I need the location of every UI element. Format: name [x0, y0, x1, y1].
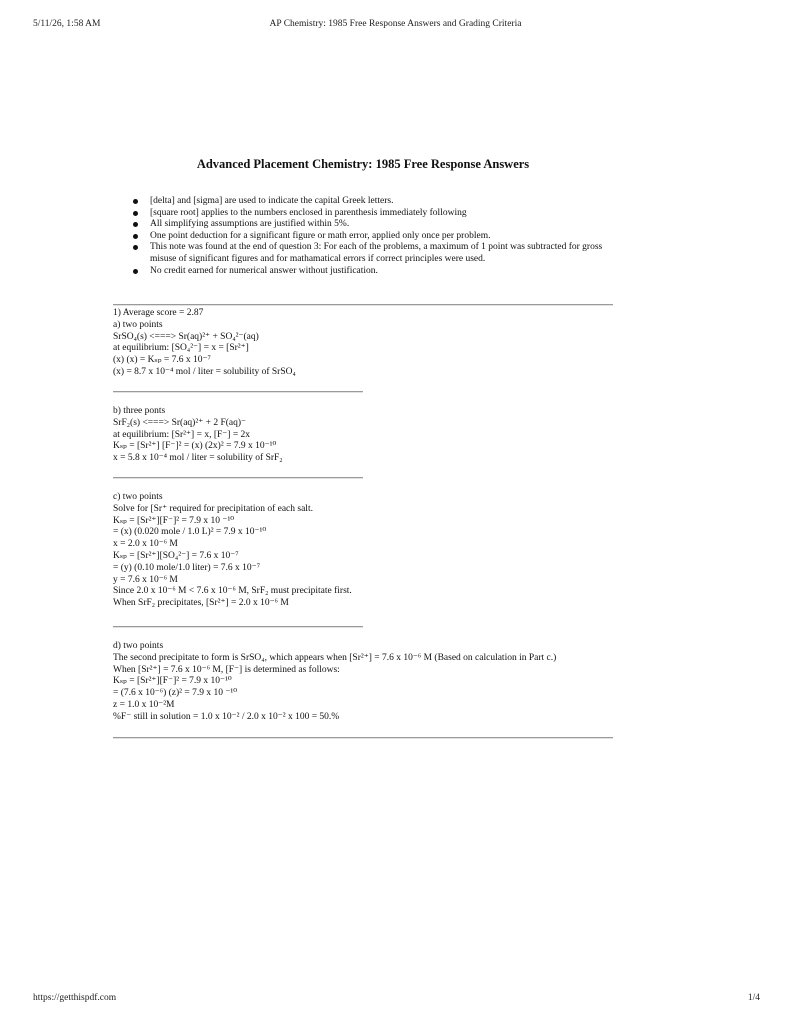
note-text: [delta] and [sigma] are used to indicate the capital Greek letters. [150, 196, 394, 206]
note-text: This note was found at the end of question 3: For each of the problems, a maximum of 1 point was subtracted for gross misuse of significant figures and for mathamatical errors if correct principles were used. [150, 242, 603, 264]
answer-line: x = 5.8 x 10⁻⁴ mol / liter = solubility of SrF₂ [113, 453, 283, 464]
list-item [150, 266, 610, 278]
answer-line: at equilibrium: [SO₄²⁻] = x = [Sr²⁺] [113, 343, 249, 354]
answer-line: (x) (x) = Kₛₚ = 7.6 x 10⁻⁷ [113, 355, 211, 366]
answer-line: at equilibrium: [Sr²⁺] = x, [F⁻] = 2x [113, 429, 251, 440]
part-heading: c) two points [113, 492, 163, 502]
note-text: No credit earned for numerical answer without justification. [150, 265, 378, 276]
answer-part-b [113, 406, 673, 465]
answer-line: %F⁻ still in solution = 1.0 x 10⁻² / 2.0 x 10⁻² x 100 = 50.% [113, 711, 340, 722]
part-heading: b) three ponts [113, 406, 166, 416]
part-heading: a) two points [113, 319, 163, 330]
answer-line: Since 2.0 x 10⁻⁶ M < 7.6 x 10⁻⁶ M, SrF₂ must precipitate first. [113, 586, 352, 597]
divider [113, 391, 363, 393]
answer-line: The second precipitate to form is SrSO₄, which appears when [Sr²⁺] = 7.6 x 10⁻⁶ M (Based on calculation in Part c.) [113, 652, 557, 663]
note-text: [square root] applies to the numbers enclosed in parenthesis immediately following [150, 207, 467, 218]
answer-line: = (7.6 x 10⁻⁶) (z)² = 7.9 x 10 ⁻¹⁰ [113, 688, 238, 699]
answer-part-d [113, 641, 673, 724]
answer-line: = (y) (0.10 mole/1.0 liter) = 7.6 x 10⁻⁷ [113, 562, 261, 573]
page-number: 1/4 [747, 993, 760, 1003]
answer-line: When [Sr²⁺] = 7.6 x 10⁻⁶ M, [F⁻] is determined as follows: [113, 664, 340, 675]
answer-line: x = 2.0 x 10⁻⁶ M [113, 539, 178, 550]
page-title: Advanced Placement Chemistry: 1985 Free Response Answers [196, 157, 530, 171]
list-item [150, 219, 610, 231]
answer-line: Kₛₚ = [Sr²⁺][F⁻]² = 7.9 x 10 ⁻¹⁰ [113, 515, 235, 526]
bullet-icon [133, 199, 138, 204]
answer-part-a [113, 308, 673, 379]
answer-line: y = 7.6 x 10⁻⁶ M [113, 574, 178, 585]
answer-line: SrSO₄(s) <===> Sr(aq)²⁺ + SO₄²⁻(aq) [113, 331, 259, 342]
answer-line: Kₛₚ = [Sr²⁺][F⁻]² = 7.9 x 10⁻¹⁰ [113, 676, 232, 687]
question-score: 1) Average score = 2.87 [113, 308, 204, 318]
print-datetime: 5/11/26, 1:58 AM [33, 19, 101, 29]
bullet-icon [133, 269, 138, 274]
answer-line: (x) = 8.7 x 10⁻⁴ mol / liter = solubility of SrSO₄ [113, 366, 296, 377]
bullet-icon [133, 222, 138, 227]
bullet-icon [133, 245, 138, 250]
divider [113, 304, 613, 306]
answer-line: Kₛₚ = [Sr²⁺][SO₄²⁻] = 7.6 x 10⁻⁷ [113, 550, 239, 561]
list-item [150, 208, 610, 220]
divider [113, 737, 613, 739]
bullet-icon [133, 234, 138, 239]
list-item [150, 242, 610, 265]
print-doc-title: AP Chemistry: 1985 Free Response Answers and Grading Criteria [269, 19, 522, 29]
note-text: One point deduction for a significant figure or math error, applied only once per problem. [150, 230, 491, 241]
answer-line: When SrF₂ precipitates, [Sr²⁺] = 2.0 x 10⁻⁶ M [113, 598, 289, 609]
part-heading: d) two points [113, 641, 164, 651]
answer-part-c [113, 492, 673, 610]
note-text: All simplifying assumptions are justified within 5%. [150, 219, 350, 230]
answer-line: Kₛₚ = [Sr²⁺] [F⁻]² = (x) (2x)² = 7.9 x 10⁻¹⁰ [113, 441, 277, 452]
answer-line: Solve for [Sr⁺ required for precipitation of each salt. [113, 503, 313, 514]
list-item [150, 196, 610, 208]
answer-line: SrF₂(s) <===> Sr(aq)²⁺ + 2 F(aq)⁻ [113, 417, 247, 428]
answer-line: z = 1.0 x 10⁻²M [113, 699, 175, 710]
list-item [150, 231, 610, 243]
footer-url: https://getthispdf.com [33, 993, 117, 1003]
notes-list [150, 196, 610, 277]
divider [113, 477, 363, 479]
answer-line: = (x) (0.020 mole / 1.0 L)² = 7.9 x 10⁻¹⁰ [113, 527, 267, 538]
bullet-icon [133, 211, 138, 216]
divider [113, 626, 363, 628]
